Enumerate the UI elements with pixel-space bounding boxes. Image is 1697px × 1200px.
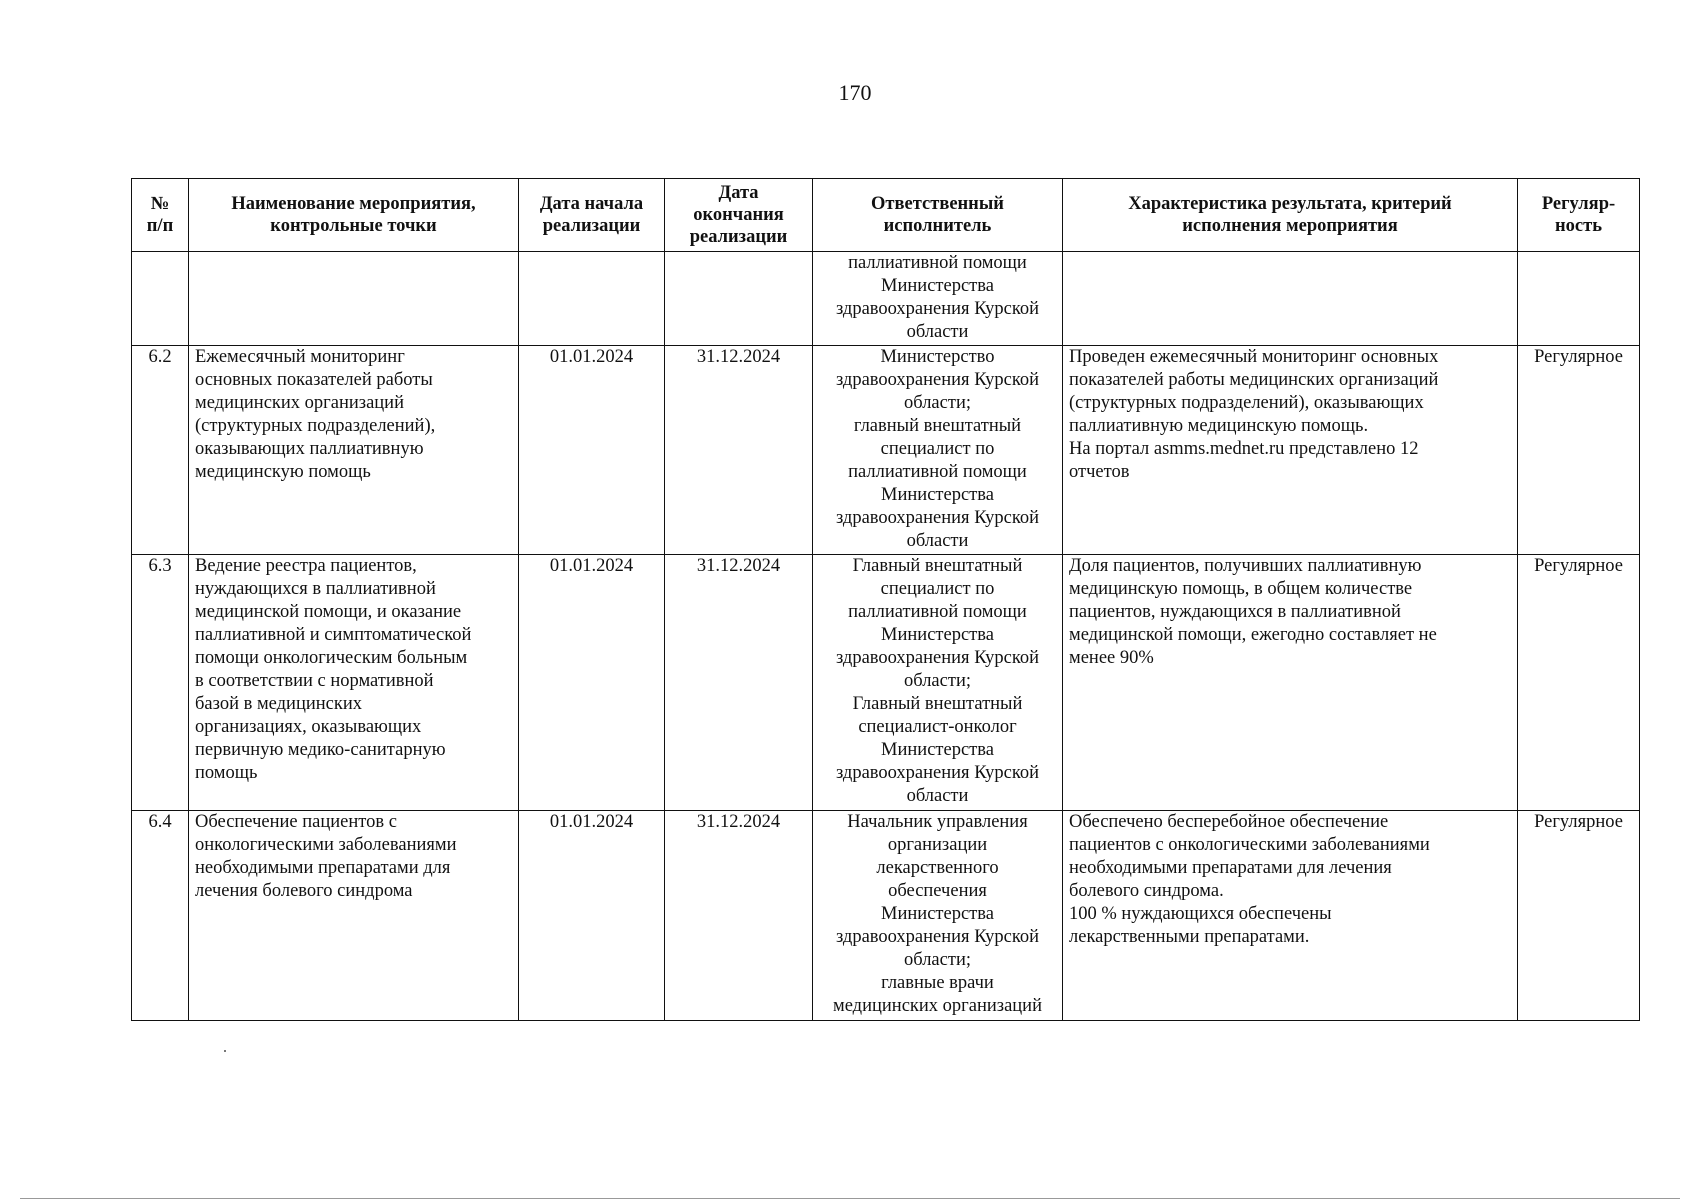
row-end-date: 31.12.2024: [665, 555, 813, 811]
header-name: Наименование мероприятия, контрольные точки: [189, 179, 519, 252]
row-regularity: Регулярное: [1518, 346, 1640, 555]
row-name: Ежемесячный мониторинг основных показателей работы медицинских организаций (структурных подразделений), оказывающих паллиативную медицинскую помощь: [189, 346, 519, 555]
row-result: [1063, 252, 1518, 346]
row-name: Ведение реестра пациентов, нуждающихся в паллиативной медицинской помощи, и оказание паллиативной и симптоматической помощи онкологическим больным в соответствии с нормативной базой в медицинских организациях, оказывающих первичную медико-санитарную помощь: [189, 555, 519, 811]
row-start-date: [519, 252, 665, 346]
row-result: Обеспечено бесперебойное обеспечение пациентов с онкологическими заболеваниями необходимыми препаратами для лечения болевого синдрома. 100 % нуждающихся обеспечены лекарственными препаратами.: [1063, 811, 1518, 1021]
row-end-date: 31.12.2024: [665, 811, 813, 1021]
row-end-date: 31.12.2024: [665, 346, 813, 555]
row-regularity: Регулярное: [1518, 811, 1640, 1021]
table-row: [132, 346, 1640, 555]
table-row: [132, 252, 1640, 346]
header-regularity: Регуляр- ность: [1518, 179, 1640, 252]
row-num: 6.2: [132, 346, 189, 555]
row-num: 6.3: [132, 555, 189, 811]
header-start-date: Дата начала реализации: [519, 179, 665, 252]
row-start-date: 01.01.2024: [519, 346, 665, 555]
row-num: [132, 252, 189, 346]
row-result: Проведен ежемесячный мониторинг основных показателей работы медицинских организаций (структурных подразделений), оказывающих паллиативную медицинскую помощь. На портал asmms.mednet.ru представлено 12 отчетов: [1063, 346, 1518, 555]
page-number: 170: [838, 80, 872, 105]
scan-edge-line: [20, 1198, 1680, 1199]
activities-table: [131, 178, 1640, 1021]
row-start-date: 01.01.2024: [519, 555, 665, 811]
row-end-date: [665, 252, 813, 346]
row-name: [189, 252, 519, 346]
row-name: Обеспечение пациентов с онкологическими заболеваниями необходимыми препаратами для лечения болевого синдрома: [189, 811, 519, 1021]
row-regularity: Регулярное: [1518, 555, 1640, 811]
header-end-date: Дата окончания реализации: [665, 179, 813, 252]
table-header-row: [132, 179, 1640, 252]
row-num: 6.4: [132, 811, 189, 1021]
row-responsible: Начальник управления организации лекарственного обеспечения Министерства здравоохранения Курской области; главные врачи медицинских организаций: [813, 811, 1063, 1021]
table-row: [132, 555, 1640, 811]
header-result: Характеристика результата, критерий исполнения мероприятия: [1063, 179, 1518, 252]
table-row: [132, 811, 1640, 1021]
row-responsible: Главный внештатный специалист по паллиативной помощи Министерства здравоохранения Курской области; Главный внештатный специалист-онколог Министерства здравоохранения Курской области: [813, 555, 1063, 811]
row-responsible: Министерство здравоохранения Курской области; главный внештатный специалист по паллиативной помощи Министерства здравоохранения Курской области: [813, 346, 1063, 555]
row-regularity: [1518, 252, 1640, 346]
row-result: Доля пациентов, получивших паллиативную медицинскую помощь, в общем количестве пациентов, нуждающихся в паллиативной медицинской помощи, ежегодно составляет не менее 90%: [1063, 555, 1518, 811]
row-start-date: 01.01.2024: [519, 811, 665, 1021]
row-responsible: паллиативной помощи Министерства здравоохранения Курской области: [813, 252, 1063, 346]
scan-speck: [224, 1050, 226, 1052]
header-num: № п/п: [132, 179, 189, 252]
header-responsible: Ответственный исполнитель: [813, 179, 1063, 252]
